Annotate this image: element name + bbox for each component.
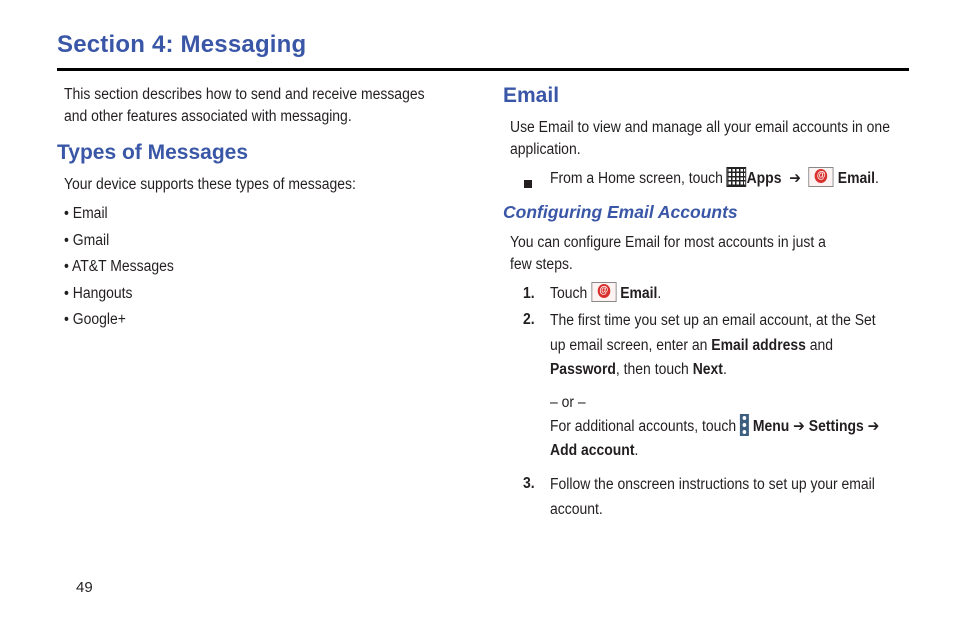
list-item-label: Google+ [72,311,126,328]
step-2-line-1: The first time you set up an email account, at the Set [550,312,876,329]
step-3-line-1: Follow the onscreen instructions to set up your email [550,476,875,493]
square-bullet [524,175,532,193]
add-account-label: Add account [550,442,635,459]
home-step-suffix: . [874,170,879,187]
list-item: • Google+ [64,311,126,328]
email-label: Email [837,170,875,187]
list-item-label: Email [72,205,108,222]
settings-label: Settings [808,418,864,435]
page-title: Section 4: Messaging [57,31,307,58]
email-app-icon: @ [809,167,834,187]
password-label: Password [550,361,616,378]
menu-icon [740,414,749,436]
intro-line-2: and other features associated with messaging. [64,108,352,125]
step-1-suffix: . [657,285,662,302]
arrow-icon: ➔ [793,418,805,435]
or-separator: – or – [550,394,586,411]
config-intro-line-1: You can configure Email for most accounts in just a [510,234,826,251]
step-2-line-3-mid: , then touch [615,361,689,378]
step-1-prefix: Touch [550,285,588,302]
home-step [550,168,879,190]
step-2 [550,309,876,383]
step-2-alt-suffix: . [634,442,639,459]
arrow-icon: ➔ [867,418,880,435]
step-2-alt [550,415,879,463]
email-label: Email [620,285,658,302]
apps-label: Apps [746,170,782,187]
list-item-label: Gmail [72,231,110,249]
intro-line-1: This section describes how to send and receive messages [64,86,425,103]
step-2-line-3-suffix: . [722,361,727,378]
step-number: 1. [523,285,535,302]
step-2-alt-prefix: For additional accounts, touch [550,418,737,435]
email-address-label: Email address [711,336,806,354]
intro-paragraph [64,84,425,128]
email-intro [510,117,890,161]
title-divider [57,68,909,71]
email-intro-line-1: Use Email to view and manage all your email accounts in one [510,119,890,136]
step-3 [550,473,875,522]
config-intro-line-2: few steps. [510,256,573,273]
types-list [64,203,174,336]
step-1 [550,283,661,305]
config-intro [510,232,826,276]
email-app-icon: @ [591,282,616,302]
configuring-heading: Configuring Email Accounts [503,202,738,222]
list-item: • AT&T Messages [64,258,174,275]
step-2-line-2 [550,334,876,359]
step-2-line-2-suffix: and [809,336,834,354]
list-item: • Email [64,205,108,222]
page-number: 49 [76,579,93,596]
next-label: Next [692,361,723,378]
apps-grid-icon [727,167,747,187]
list-item: • Hangouts [64,284,133,302]
types-intro: Your device supports these types of messages: [64,176,356,193]
types-heading: Types of Messages [57,141,249,164]
email-intro-line-2: application. [510,141,581,158]
step-number: 2. [523,311,535,328]
step-2-alt-line-2 [550,439,879,463]
list-item: • Gmail [64,231,110,249]
email-heading: Email [503,84,560,107]
step-3-line-2: account. [550,500,603,518]
home-step-prefix: From a Home screen, touch [550,170,723,187]
list-item-label: AT&T Messages [72,258,174,275]
step-2-alt-line-1 [550,415,879,439]
step-number: 3. [523,475,535,492]
list-item-label: Hangouts [72,284,133,302]
step-2-line-3 [550,358,876,383]
arrow-icon: ➔ [789,170,801,187]
step-2-line-2-prefix: up email screen, enter an [550,336,708,354]
menu-label: Menu [752,418,790,435]
